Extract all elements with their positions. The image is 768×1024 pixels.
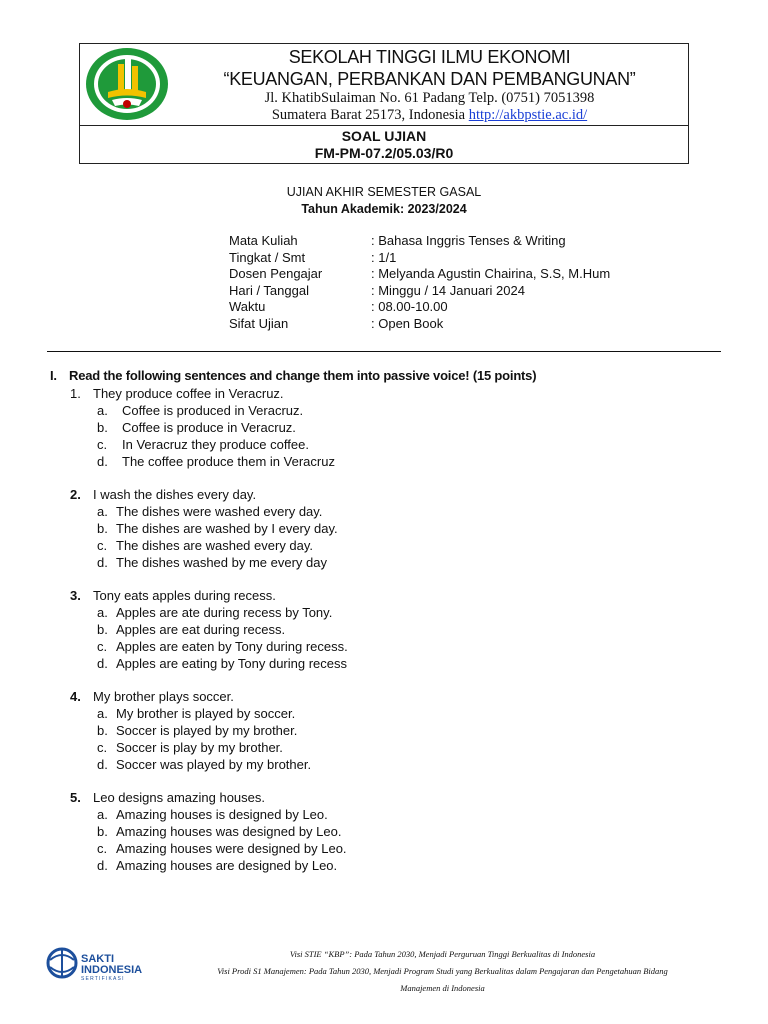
- answer-option: [50, 453, 730, 470]
- question-text: Tony eats apples during recess.: [93, 588, 276, 603]
- section-instruction: [50, 367, 730, 385]
- question-5: [50, 789, 730, 874]
- question-number: 1.: [70, 386, 81, 401]
- option-text: Soccer was played by my brother.: [116, 757, 312, 772]
- option-text: Amazing houses was designed by Leo.: [116, 824, 342, 839]
- document-code: FM-PM-07.2/05.03/R0: [314, 145, 454, 161]
- exam-title: UJIAN AKHIR SEMESTER GASAL: [286, 185, 482, 199]
- info-row: [229, 316, 610, 333]
- info-value: : Minggu / 14 Januari 2024: [371, 282, 525, 298]
- option-letter: a.: [97, 403, 108, 418]
- institution-subtitle: “KEUANGAN, PERBANKAN DAN PEMBANGUNAN”: [223, 69, 636, 89]
- footer-line-1: Visi STIE “KBP”: Pada Tahun 2030, Menjadi Perguruan Tinggi Berkualitas di Indonesia: [289, 949, 596, 959]
- option-letter: c.: [97, 538, 108, 553]
- answer-option: [50, 520, 730, 537]
- info-row: [229, 283, 610, 300]
- option-text: Amazing houses is designed by Leo.: [116, 807, 328, 822]
- address-location: Sumatera Barat 25173, Indonesia: [271, 107, 469, 123]
- letterhead: [79, 43, 689, 164]
- answer-option: [50, 756, 730, 773]
- question-number: 2.: [70, 487, 81, 502]
- option-letter: a.: [97, 605, 108, 620]
- footer-vision: [150, 946, 735, 997]
- question-text: Leo designs amazing houses.: [93, 790, 266, 805]
- question-text: My brother plays soccer.: [93, 689, 234, 704]
- question-number: 3.: [70, 588, 81, 603]
- instruction-text: Read the following sentences and change them into passive voice! (15 points): [69, 368, 537, 383]
- info-label: Waktu: [229, 299, 266, 315]
- section-divider: [47, 351, 721, 352]
- answer-option: [50, 537, 730, 554]
- info-row: [229, 266, 610, 283]
- option-text: Apples are ate during recess by Tony.: [116, 605, 333, 620]
- option-text: The dishes washed by me every day: [116, 555, 327, 570]
- option-text: The dishes are washed every day.: [116, 538, 314, 553]
- answer-option: [50, 840, 730, 857]
- logo-text-2: INDONESIA: [81, 964, 143, 976]
- question-number: 5.: [70, 790, 81, 805]
- institution-logo-icon: [84, 46, 170, 122]
- question-stem: [50, 789, 730, 806]
- sakti-indonesia-logo-icon: [45, 940, 145, 982]
- option-letter: b.: [97, 824, 108, 839]
- option-text: In Veracruz they produce coffee.: [122, 437, 309, 452]
- info-value: : Melyanda Agustin Chairina, S.S, M.Hum: [371, 266, 611, 282]
- footer-line-3: Manajemen di Indonesia: [400, 983, 485, 993]
- answer-option: [50, 419, 730, 436]
- option-text: My brother is played by soccer.: [116, 706, 296, 721]
- option-text: Amazing houses are designed by Leo.: [116, 858, 338, 873]
- answer-option: [50, 554, 730, 571]
- question-stem: [50, 587, 730, 604]
- answer-option: [50, 503, 730, 520]
- section-number: I.: [50, 368, 57, 383]
- info-label: Hari / Tanggal: [229, 282, 309, 298]
- option-letter: b.: [97, 723, 108, 738]
- question-number: 4.: [70, 689, 81, 704]
- answer-option: [50, 621, 730, 638]
- answer-option: [50, 604, 730, 621]
- logo-text-1: SAKTI: [81, 953, 114, 965]
- academic-year: Tahun Akademik: 2023/2024: [301, 202, 467, 216]
- question-stem: [50, 486, 730, 503]
- info-value: : Open Book: [371, 315, 444, 331]
- option-letter: a.: [97, 807, 108, 822]
- option-text: Apples are eaten by Tony during recess.: [116, 639, 348, 654]
- info-value: : 08.00-10.00: [371, 299, 448, 315]
- option-letter: a.: [97, 504, 108, 519]
- answer-option: [50, 436, 730, 453]
- option-text: The dishes were washed every day.: [116, 504, 323, 519]
- option-letter: d.: [97, 454, 108, 469]
- question-text: They produce coffee in Veracruz.: [93, 386, 284, 401]
- option-text: Coffee is produced in Veracruz.: [122, 403, 304, 418]
- option-text: The dishes are washed by I every day.: [116, 521, 338, 536]
- answer-option: [50, 705, 730, 722]
- question-text: I wash the dishes every day.: [93, 487, 257, 502]
- option-text: The coffee produce them in Veracruz: [122, 454, 335, 469]
- header-divider: [80, 125, 688, 126]
- option-letter: c.: [97, 639, 108, 654]
- option-letter: a.: [97, 706, 108, 721]
- option-letter: c.: [97, 437, 108, 452]
- answer-option: [50, 823, 730, 840]
- document-type: SOAL UJIAN: [341, 128, 427, 144]
- option-text: Amazing houses were designed by Leo.: [116, 841, 347, 856]
- answer-option: [50, 402, 730, 419]
- info-label: Dosen Pengajar: [229, 266, 323, 282]
- info-label: Tingkat / Smt: [229, 249, 306, 265]
- option-letter: d.: [97, 656, 108, 671]
- question-stem: [50, 688, 730, 705]
- question-2: [50, 486, 730, 571]
- info-value: : 1/1: [371, 249, 397, 265]
- info-row: [229, 299, 610, 316]
- answer-option: [50, 857, 730, 874]
- info-value: : Bahasa Inggris Tenses & Writing: [371, 233, 566, 248]
- option-letter: c.: [97, 841, 108, 856]
- answer-option: [50, 638, 730, 655]
- logo-text-3: SERTIFIKASI: [81, 976, 125, 982]
- option-letter: d.: [97, 555, 108, 570]
- website-link[interactable]: http://akbpstie.ac.id/: [468, 107, 588, 123]
- option-letter: d.: [97, 858, 108, 873]
- option-text: Soccer is play by my brother.: [116, 740, 283, 755]
- question-3: [50, 587, 730, 672]
- info-row: [229, 250, 610, 267]
- institution-name: SEKOLAH TINGGI ILMU EKONOMI: [288, 47, 571, 67]
- footer-line-2: Visi Prodi S1 Manajemen: Pada Tahun 2030, Menjadi Program Studi yang Berkualitas dalam Pengajaran dan Pengetahuan Bidang: [217, 966, 668, 976]
- option-text: Soccer is played by my brother.: [116, 723, 298, 738]
- info-row: [229, 233, 610, 250]
- question-section: [50, 367, 730, 874]
- exam-info: [229, 233, 610, 333]
- answer-option: [50, 739, 730, 756]
- option-letter: c.: [97, 740, 108, 755]
- question-1: [50, 385, 730, 470]
- address-line-1: Jl. KhatibSulaiman No. 61 Padang Telp. (0751) 7051398: [264, 90, 595, 106]
- option-letter: b.: [97, 420, 108, 435]
- option-letter: b.: [97, 622, 108, 637]
- option-letter: b.: [97, 521, 108, 536]
- info-label: Sifat Ujian: [229, 315, 289, 331]
- option-text: Apples are eat during recess.: [116, 622, 286, 637]
- address-line-2: [175, 107, 684, 124]
- info-label: Mata Kuliah: [229, 233, 298, 248]
- question-4: [50, 688, 730, 773]
- question-stem: [50, 385, 730, 402]
- option-text: Coffee is produce in Veracruz.: [122, 420, 296, 435]
- answer-option: [50, 806, 730, 823]
- answer-option: [50, 722, 730, 739]
- option-text: Apples are eating by Tony during recess: [116, 656, 348, 671]
- option-letter: d.: [97, 757, 108, 772]
- answer-option: [50, 655, 730, 672]
